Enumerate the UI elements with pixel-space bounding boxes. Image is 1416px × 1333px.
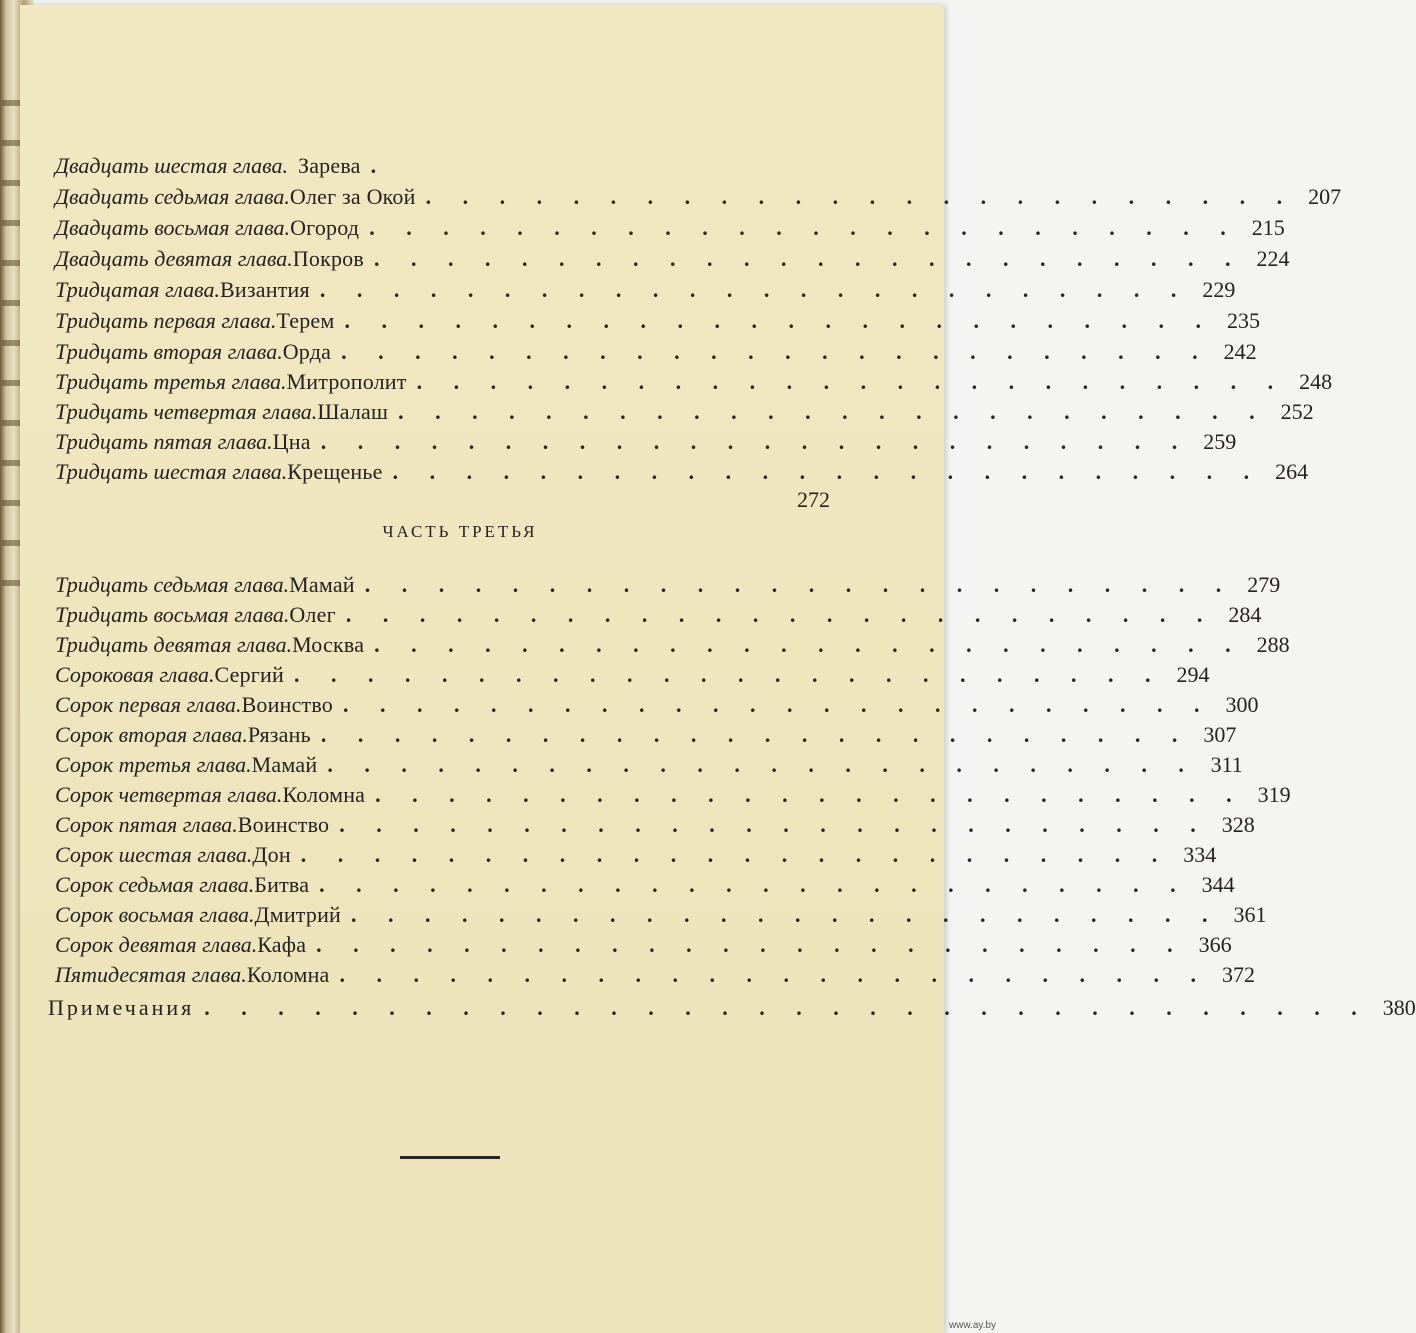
dot-leader: . . . . . . . . . . . . . . . . . . . . . . . . (398, 399, 1268, 424)
page-number: 272 (797, 487, 830, 512)
page-number: 328 (1221, 812, 1255, 837)
chapter-number: Сорок третья глава. (55, 752, 252, 777)
dot-leader: . . . . . . . . . . . . . . . . . . . . . . . . (320, 722, 1191, 747)
chapter-title: Огород (290, 215, 360, 240)
chapter-title: Дон (252, 842, 291, 867)
chapter-number: Двадцать девятая глава. (55, 246, 293, 271)
chapter-title: Митрополит (286, 369, 407, 394)
chapter-number: Тридцать вторая глава. (55, 339, 283, 364)
toc-entry (55, 661, 1210, 689)
toc-entry (55, 631, 1290, 659)
chapter-number: Тридцать шестая глава. (55, 459, 288, 484)
toc-entry (55, 245, 1290, 273)
chapter-title: Коломна (246, 962, 330, 987)
chapter-title: Коломна (282, 782, 366, 807)
toc-entry (55, 338, 1257, 366)
chapter-number: Тридцать третья глава. (55, 369, 287, 394)
notes-title: Примечания (48, 995, 195, 1020)
dot-leader: . . . . . . . . . . . . . . . . . . . . . . . . (316, 932, 1186, 957)
page-number: 207 (1308, 184, 1342, 209)
chapter-title: Воинство (237, 812, 330, 837)
chapter-title: Мамай (251, 752, 318, 777)
page-number: 311 (1210, 752, 1243, 777)
toc-entry (55, 307, 1260, 335)
dot-leader: . . . . . . . . . . . . . . . . . . . . . . . . (319, 277, 1190, 302)
toc-entry (55, 721, 1237, 749)
page-number: 366 (1198, 932, 1232, 957)
toc-entry (55, 428, 1237, 456)
page-number: 215 (1251, 215, 1285, 240)
page-number: 235 (1227, 308, 1260, 333)
dot-leader: . . . . . . . . . . . . . . . . . . . . . . . . (344, 308, 1214, 333)
dot-leader: . . . . . . . . . . . . . . . . . . . . . . . . (425, 184, 1296, 209)
dot-leader: . . . . . . . . . . . . . . . . . . . . . . . . . . . . . . . . (204, 995, 1370, 1020)
page-number: 229 (1202, 277, 1236, 302)
chapter-title: Москва (292, 632, 365, 657)
page-number: 224 (1256, 246, 1290, 271)
chapter-number: Тридцать четвертая глава. (55, 399, 318, 424)
toc-entry (55, 751, 1243, 779)
toc-entry (55, 183, 1342, 211)
page-number: 242 (1223, 339, 1257, 364)
chapter-title: Покров (292, 246, 364, 271)
dot-leader: . . . . . . . . . . . . . . . . . . . . . . . . (351, 902, 1221, 927)
toc-entry (55, 841, 1217, 869)
toc-entry (55, 368, 1333, 396)
chapter-number: Двадцать шестая глава. (55, 153, 288, 178)
chapter-number: Тридцать пятая глава. (55, 429, 273, 454)
dot-leader: . . . . . . . . . . . . . . . . . . . . . . . . (374, 632, 1244, 657)
chapter-title: Кафа (257, 932, 307, 957)
dot-leader: . . . . . . . . . . . . . . . . . . . . . . . . (416, 369, 1287, 394)
dot-leader: . . . . . . . . . . . . . . . . . . . . . . . . (293, 662, 1164, 687)
chapter-number: Сороковая глава. (55, 662, 215, 687)
page-number: 279 (1247, 572, 1281, 597)
section-heading: ЧАСТЬ ТРЕТЬЯ (382, 522, 538, 541)
chapter-number: Двадцать седьмая глава. (55, 184, 290, 209)
closing-rule (400, 1156, 500, 1159)
chapter-title: Орда (282, 339, 332, 364)
chapter-number: Сорок первая глава. (55, 692, 242, 717)
dot-leader: . . . . . . . . . . . . . . . . . . . . . . . . (300, 842, 1171, 867)
chapter-number: Тридцать девятая глава. (55, 632, 293, 657)
toc-entry (55, 871, 1235, 899)
dot-leader: . . . . . . . . . . . . . . . . . . . . . . . . (392, 459, 1263, 484)
dot-leader: . . . . . . . . . . . . . . . . . . . . . . . . (341, 339, 1211, 364)
page-number: 248 (1299, 369, 1333, 394)
chapter-title: Цна (272, 429, 311, 454)
toc-entry (55, 931, 1232, 959)
dot-leader: . (370, 153, 390, 178)
page-number: 252 (1280, 399, 1314, 424)
chapter-title: Крещенье (287, 459, 383, 484)
dot-leader: . . . . . . . . . . . . . . . . . . . . . . . . (345, 602, 1216, 627)
toc-entry-page-only (55, 486, 830, 514)
chapter-title: Терем (276, 308, 335, 333)
dot-leader: . . . . . . . . . . . . . . . . . . . . . . . . (327, 752, 1197, 777)
chapter-number: Тридцатая глава. (55, 277, 221, 302)
chapter-title: Сергий (214, 662, 284, 687)
chapter-title: Мамай (289, 572, 355, 597)
page-number: 380 (1382, 995, 1416, 1020)
toc-entry (55, 571, 1281, 599)
dot-leader: . . . . . . . . . . . . . . . . . . . . . . . . (319, 872, 1189, 897)
toc-entry (55, 152, 830, 180)
toc-entry (55, 214, 1285, 242)
chapter-number: Сорок седьмая глава. (55, 872, 255, 897)
dot-leader: . . . . . . . . . . . . . . . . . . . . . . . . (320, 429, 1191, 454)
chapter-number: Сорок восьмая глава. (55, 902, 255, 927)
page-number: 300 (1225, 692, 1259, 717)
page-number: 284 (1228, 602, 1262, 627)
page-number: 319 (1257, 782, 1291, 807)
page-number: 264 (1275, 459, 1309, 484)
dot-leader: . . . . . . . . . . . . . . . . . . . . . . . . (343, 692, 1213, 717)
toc-entry (55, 398, 1314, 426)
chapter-title: Шалаш (317, 399, 389, 424)
toc-entry (55, 961, 1256, 989)
chapter-title: Битва (254, 872, 310, 897)
chapter-title: Рязань (247, 722, 311, 747)
chapter-number: Тридцать седьмая глава. (55, 572, 290, 597)
chapter-number: Сорок пятая глава. (55, 812, 238, 837)
page-number: 344 (1201, 872, 1235, 897)
dot-leader: . . . . . . . . . . . . . . . . . . . . . . . . (339, 812, 1209, 837)
chapter-number: Пятидесятая глава. (55, 962, 247, 987)
chapter-number: Сорок девятая глава. (55, 932, 258, 957)
chapter-number: Сорок вторая глава. (55, 722, 248, 747)
chapter-title: Воинство (241, 692, 333, 717)
page-number: 259 (1203, 429, 1237, 454)
toc-entry (55, 691, 1259, 719)
toc-entry (55, 276, 1236, 304)
watermark: www.ay.by (948, 1320, 996, 1331)
chapter-number: Двадцать восьмая глава. (55, 215, 291, 240)
dot-leader: . . . . . . . . . . . . . . . . . . . . . . . . (364, 572, 1235, 597)
chapter-number: Тридцать восьмая глава. (55, 602, 290, 627)
toc-entry (55, 811, 1255, 839)
toc-entry (55, 901, 1267, 929)
page-number: 372 (1222, 962, 1256, 987)
page-number: 307 (1203, 722, 1237, 747)
dot-leader: . . . . . . . . . . . . . . . . . . . . . . . . (369, 215, 1239, 240)
chapter-title: Олег (289, 602, 336, 627)
chapter-title: Дмитрий (254, 902, 342, 927)
toc-entry (55, 458, 1309, 486)
page-number: 361 (1233, 902, 1267, 927)
dot-leader: . . . . . . . . . . . . . . . . . . . . . . . . (375, 782, 1245, 807)
dot-leader: . . . . . . . . . . . . . . . . . . . . . . . . (373, 246, 1244, 271)
chapter-number: Тридцать первая глава. (55, 308, 277, 333)
page-number: 294 (1176, 662, 1210, 687)
dot-leader: . . . . . . . . . . . . . . . . . . . . . . . . (339, 962, 1210, 987)
chapter-number: Сорок четвертая глава. (55, 782, 283, 807)
toc-entry-notes (48, 994, 1416, 1022)
chapter-title: Византия (220, 277, 310, 302)
toc-entry (55, 601, 1262, 629)
chapter-title: Зарева (297, 153, 361, 178)
page-number: 288 (1256, 632, 1290, 657)
toc-entry (55, 781, 1291, 809)
page-number: 334 (1183, 842, 1217, 867)
chapter-number: Сорок шестая глава. (55, 842, 253, 867)
chapter-title: Олег за Окой (289, 184, 416, 209)
